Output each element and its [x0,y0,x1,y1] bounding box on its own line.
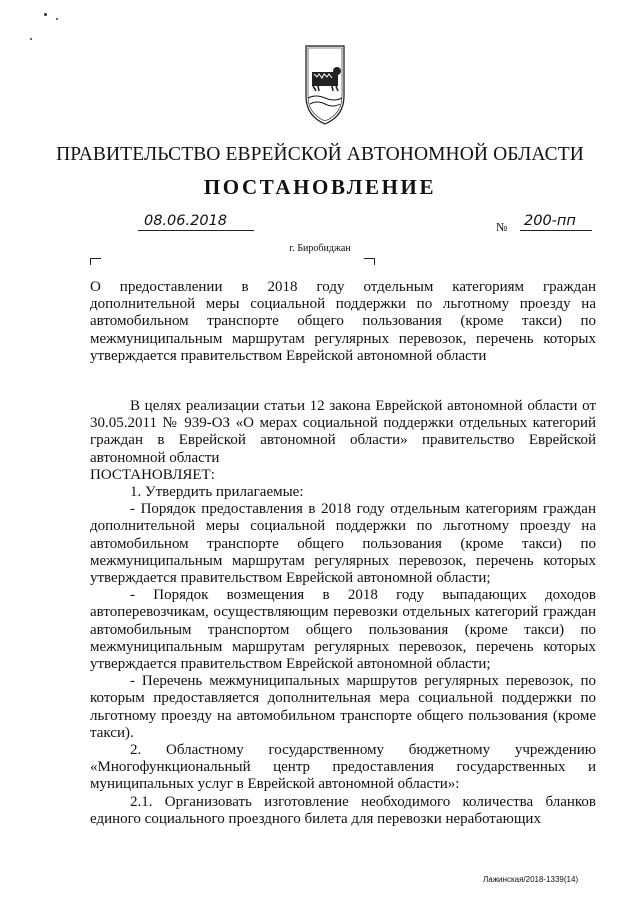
preamble-paragraph: В целях реализации статьи 12 закона Еврейской автономной области от 30.05.2011 № 939-ОЗ «О мерах социальной поддержки отдельных категорий граждан в Еврейской автономной области» правительство Еврейской автономной области [90,398,596,466]
document-body [90,398,596,828]
subject-bracket-right [364,258,375,265]
scan-speck [44,13,47,16]
item-1-b: - Порядок возмещения в 2018 году выпадающих доходов автоперевозчикам, осуществляющим перевозки отдельных категорий граждан автомобильным транспортом общего пользования (кроме такси) по межмуниципальным маршрутам регулярных перевозок, перечень которых утверждается правительством Еврейской автономной области; [90,587,596,673]
item-1: 1. Утвердить прилагаемые: [130,484,304,501]
footer-code: Лажинская/2018-1339(14) [483,875,579,884]
scan-speck [56,18,58,20]
document-type: ПОСТАНОВЛЕНИЕ [203,175,437,199]
government-title: ПРАВИТЕЛЬСТВО ЕВРЕЙСКОЙ АВТОНОМНОЙ ОБЛАСТИ [56,144,584,165]
resolves-heading: ПОСТАНОВЛЯЕТ: [90,466,215,483]
city-label: г. Биробиджан [289,243,351,254]
item-1-c: - Перечень межмуниципальных маршрутов регулярных перевозок, по которым предоставляется дополнительная мера социальной поддержки по льготному проезду на автомобильном транспорте общего пользования (кроме такси). [90,673,596,741]
document-subject: О предоставлении в 2018 году отдельным категориям граждан дополнительной меры социальной поддержки по льготному проезду на автомобильном транспорте общего пользования (кроме такси) по межмуниципальным маршрутам регулярных перевозок, перечень которых утверждается правительством Еврейской автономной области [90,279,596,364]
coat-of-arms-tiger-icon [304,44,346,126]
item-1-a: - Порядок предоставления в 2018 году отдельным категориям граждан дополнительной меры социальной поддержки по льготному проезду на автомобильном транспорте общего пользования (кроме такси) по межмуниципальным маршрутам регулярных перевозок, перечень которых утверждается правительством Еврейской автономной области; [90,501,596,587]
item-2: 2. Областному государственному бюджетному учреждению «Многофункциональный центр предоставления государственных и муниципальных услуг в Еврейской автономной области»: [90,742,596,793]
number-sign: № [496,220,508,234]
document-date: 08.06.2018 [138,212,254,231]
subject-bracket-left [90,258,101,265]
item-2-1: 2.1. Организовать изготовление необходимого количества бланков единого социального проездного билета для перевозки неработающих [90,793,596,827]
scan-speck [30,38,32,40]
document-number: 200-пп [520,212,592,231]
